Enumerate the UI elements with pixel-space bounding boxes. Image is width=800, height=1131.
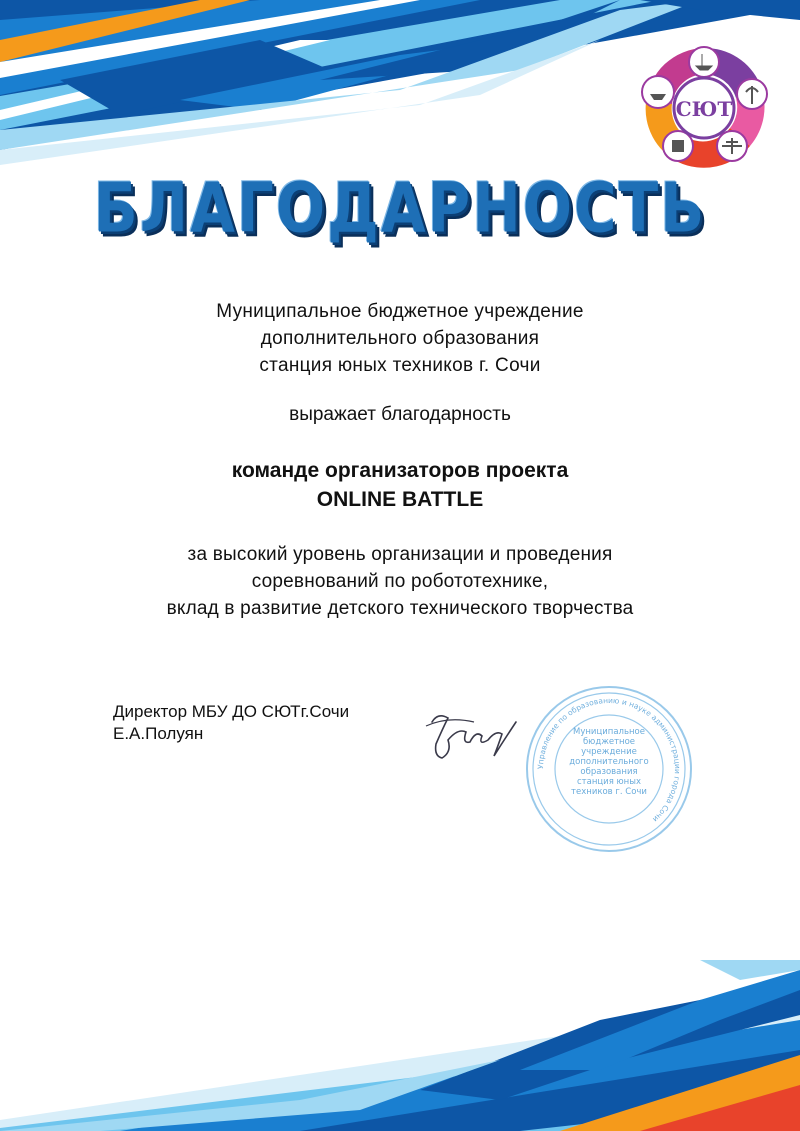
- signatory-position: Директор МБУ ДО СЮТг.Сочи: [113, 702, 350, 721]
- signatory-name: Е.А.Полуян: [113, 724, 204, 743]
- recipient-line-1: команде организаторов проекта: [231, 459, 569, 482]
- organization-block: [0, 298, 800, 379]
- reason-line-2: соревнований по робототехнике,: [251, 571, 549, 592]
- stamp-ring-text: Управление по образованию и науке администрации города Сочи: [535, 695, 683, 824]
- recipient-line-2: ONLINE BATTLE: [316, 488, 484, 511]
- logo-text: СЮТ: [675, 97, 733, 121]
- expresses-text: выражает благодарность: [289, 404, 511, 425]
- handwritten-signature: [418, 700, 528, 770]
- reason-line-3: вклад в развитие детского технического творчества: [166, 598, 634, 619]
- bottom-decorative-stripes: [0, 960, 800, 1131]
- reason-line-1: за высокий уровень организации и проведения: [187, 544, 613, 565]
- reason-block: [0, 541, 800, 622]
- signatory-block: [113, 701, 349, 745]
- stamp-center-text: Муниципальное бюджетное учреждение дополнительного образования станция юных техников г. Сочи: [569, 727, 649, 797]
- official-stamp: [523, 683, 695, 855]
- organization-line-2: дополнительного образования: [260, 328, 540, 349]
- organization-line-1: Муниципальное бюджетное учреждение: [216, 301, 584, 322]
- recipient-block: [0, 456, 800, 514]
- syut-logo: [638, 42, 770, 174]
- page-title: БЛАГОДАРНОСТЬ: [93, 168, 707, 249]
- organization-line-3: станция юных техников г. Сочи: [259, 355, 541, 376]
